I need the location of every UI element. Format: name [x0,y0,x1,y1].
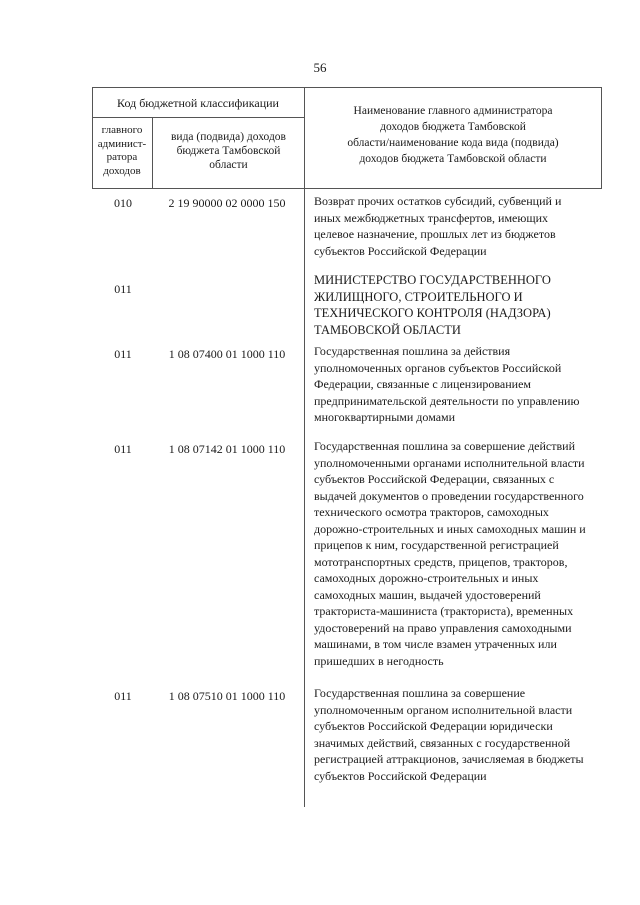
row-description: Государственная пошлина за совершение уполномоченным органом исполнительной власти субъектов Российской Федерации юридически значимых действий, связанных с государственной регистрацией аттракционов, зачисляемая в бюджеты субъектов Российской Федерации [314,686,584,783]
row-admin-code: 011 [114,347,132,361]
row-admin-code: 011 [114,689,132,703]
row-admin-code: 011 [114,282,132,296]
table-right-border [601,87,602,189]
revenue-type-header: вида (подвида) доходов бюджета Тамбовской области [171,131,286,171]
header-bottom-border [92,188,602,189]
page-number: 56 [313,60,327,75]
row-revenue-code: 1 08 07510 01 1000 110 [168,689,286,703]
header-sub-divider [92,117,304,118]
row-revenue-code: 2 19 90000 02 0000 150 [168,196,286,210]
row-revenue-code: 1 08 07142 01 1000 110 [168,442,286,456]
budget-classification-header: Код бюджетной классификации [117,96,279,110]
row-revenue-code: 1 08 07400 01 1000 110 [168,347,286,361]
table-top-border [92,87,602,88]
row-description: МИНИСТЕРСТВО ГОСУДАРСТВЕННОГО ЖИЛИЩНОГО, СТРОИТЕЛЬНОГО И ТЕХНИЧЕСКОГО КОНТРОЛЯ (НАДЗОРА) ТАМБОВСКОЙ ОБЛАСТИ [314,273,551,337]
chief-admin-header: главного админист- ратора доходов [97,124,147,177]
row-description: Государственная пошлина за совершение действий уполномоченными органами исполнительной власти субъектов Российской Федерации, связанных с выдачей документов о проведении государственного технического осмотра тракторов, самоходных дорожно-строительных и иных самоходных машин и прицепов к ним, государственной регистрацией мототранспортных средств, прицепов, тракторов, самоходных дорожно-строительных и иных самоходных машин, выдачей удостоверений тракториста-машиниста (тракториста), временных удостоверений на право управления самоходными машинами, в том числе взамен утраченных или пришедших в негодность [314,439,586,668]
row-admin-code: 011 [114,442,132,456]
code-name-divider [304,87,305,807]
name-header: Наименование главного администратора доходов бюджета Тамбовской области/наименование кода вида (подвида) доходов бюджета Тамбовской области [347,105,559,165]
row-admin-code: 010 [114,196,132,210]
row-description: Государственная пошлина за действия уполномоченных органов субъектов Российской Федерации, связанные с лицензированием предпринимательской деятельности по управлению многоквартирными домами [314,344,580,424]
row-description: Возврат прочих остатков субсидий, субвенций и иных межбюджетных трансфертов, имеющих целевое назначение, прошлых лет из бюджетов субъектов Российской Федерации [314,194,562,258]
